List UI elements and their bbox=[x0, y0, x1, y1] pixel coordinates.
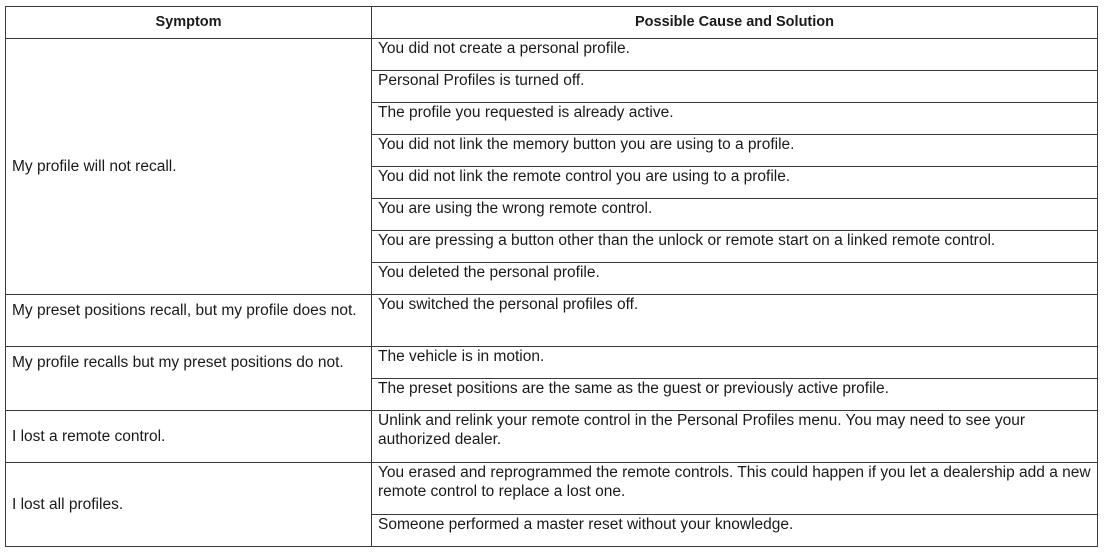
table-row bbox=[6, 39, 1098, 71]
cause-cell: You are using the wrong remote control. bbox=[372, 199, 1098, 231]
cause-cell: You did not create a personal profile. bbox=[372, 39, 1098, 71]
cause-cell: The vehicle is in motion. bbox=[372, 347, 1098, 379]
cause-cell: Unlink and relink your remote control in the Personal Profiles menu. You may need to see your authorized dealer. bbox=[372, 411, 1098, 463]
table-row bbox=[6, 347, 1098, 379]
header-symptom: Symptom bbox=[6, 7, 372, 39]
cause-cell: Someone performed a master reset without your knowledge. bbox=[372, 515, 1098, 547]
cause-cell: The profile you requested is already active. bbox=[372, 103, 1098, 135]
symptom-cell: I lost a remote control. bbox=[6, 411, 372, 463]
troubleshooting-table bbox=[5, 6, 1098, 547]
symptom-cell: My preset positions recall, but my profile does not. bbox=[6, 295, 372, 347]
table-row bbox=[6, 295, 1098, 347]
symptom-cell: My profile will not recall. bbox=[6, 39, 372, 295]
symptom-cell: I lost all profiles. bbox=[6, 463, 372, 547]
cause-cell: You did not link the memory button you are using to a profile. bbox=[372, 135, 1098, 167]
cause-cell: Personal Profiles is turned off. bbox=[372, 71, 1098, 103]
cause-cell: You are pressing a button other than the unlock or remote start on a linked remote control. bbox=[372, 231, 1098, 263]
cause-cell: You erased and reprogrammed the remote controls. This could happen if you let a dealership add a new remote control to replace a lost one. bbox=[372, 463, 1098, 515]
header-solution: Possible Cause and Solution bbox=[372, 7, 1098, 39]
cause-cell: The preset positions are the same as the guest or previously active profile. bbox=[372, 379, 1098, 411]
header-row bbox=[6, 7, 1098, 39]
cause-cell: You switched the personal profiles off. bbox=[372, 295, 1098, 347]
table-row bbox=[6, 411, 1098, 463]
cause-cell: You deleted the personal profile. bbox=[372, 263, 1098, 295]
cause-cell: You did not link the remote control you are using to a profile. bbox=[372, 167, 1098, 199]
table-row bbox=[6, 463, 1098, 515]
symptom-cell: My profile recalls but my preset positions do not. bbox=[6, 347, 372, 411]
